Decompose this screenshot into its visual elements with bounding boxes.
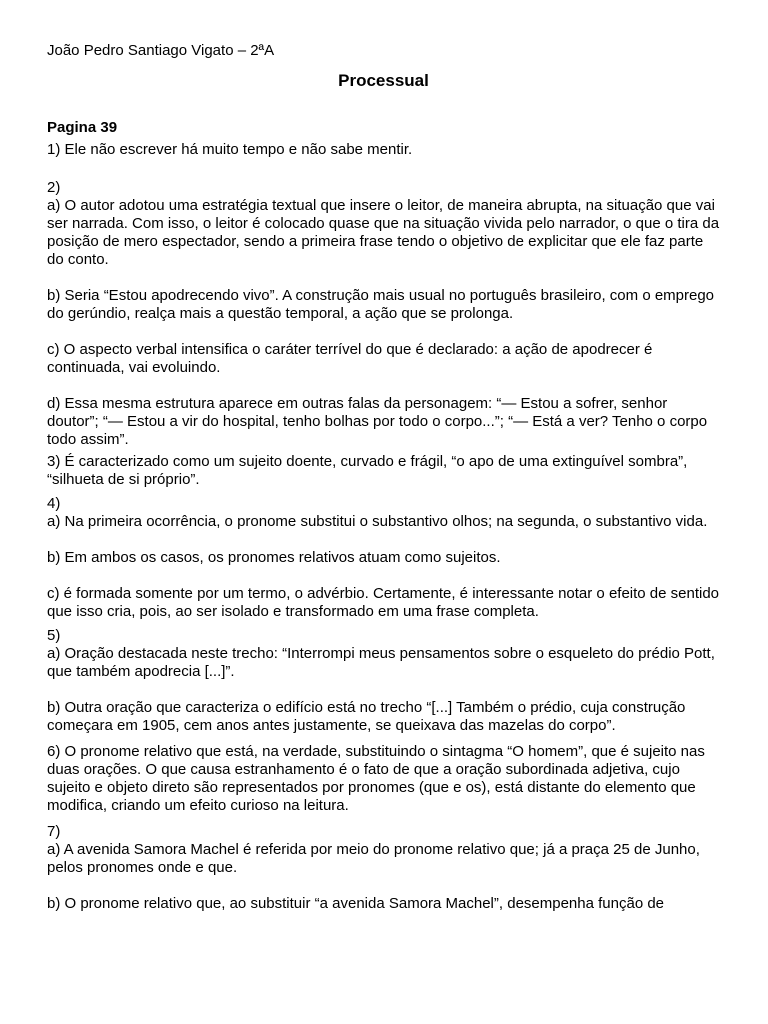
answer-2a: a) O autor adotou uma estratégia textual que insere o leitor, de maneira abrupta, na situação que vai ser narrada. Com isso, o leitor é colocado quase que na situação vivida pelo narrador, o que o tira da posição de mero espectador, sendo a primeira frase tendo o objetivo de explicitar que ele faz parte do conto. xyxy=(47,197,720,268)
document-title: Processual xyxy=(338,71,429,90)
answer-4c: c) é formada somente por um termo, o advérbio. Certamente, é interessante notar o efeito de sentido que isso cria, pois, ao ser isolado e transformado em uma frase completa. xyxy=(47,585,720,620)
answer-7b: b) O pronome relativo que, ao substituir “a avenida Samora Machel”, desempenha função de xyxy=(47,895,665,912)
answer-2d: d) Essa mesma estrutura aparece em outras falas da personagem: “— Estou a sofrer, senhor doutor”; “— Estou a vir do hospital, tenho bolhas por todo o corpo...”; “— Está a ver? Tenho o corpo todo assim”. xyxy=(47,395,708,448)
answer-4b: b) Em ambos os casos, os pronomes relativos atuam como sujeitos. xyxy=(47,549,501,566)
question-2-number: 2) xyxy=(47,179,61,196)
section-heading: Pagina 39 xyxy=(47,119,118,136)
question-7-number: 7) xyxy=(47,823,61,840)
answer-2b: b) Seria “Estou apodrecendo vivo”. A construção mais usual no português brasileiro, com o emprego do gerúndio, realça mais a questão temporal, a ação que se prolonga. xyxy=(47,287,715,322)
answer-4a: a) Na primeira ocorrência, o pronome substitui o substantivo olhos; na segunda, o substantivo vida. xyxy=(47,513,708,530)
answer-1: 1) Ele não escrever há muito tempo e não sabe mentir. xyxy=(47,141,413,158)
question-4-number: 4) xyxy=(47,495,61,512)
author-line: João Pedro Santiago Vigato – 2ªA xyxy=(47,42,275,59)
answer-5b: b) Outra oração que caracteriza o edifício está no trecho “[...] Também o prédio, cuja construção começara em 1905, cem anos antes justamente, se queixava das mazelas do corpo”. xyxy=(47,699,686,734)
answer-3: 3) É caracterizado como um sujeito doente, curvado e frágil, “o apo de uma extinguível sombra”, “silhueta de si próprio”. xyxy=(47,453,688,488)
answer-5a: a) Oração destacada neste trecho: “Interrompi meus pensamentos sobre o esqueleto do prédio Pott, que também apodrecia [...]”. xyxy=(47,645,715,680)
question-5-number: 5) xyxy=(47,627,61,644)
answer-6: 6) O pronome relativo que está, na verdade, substituindo o sintagma “O homem”, que é sujeito nas duas orações. O que causa estranhamento é o fato de que a oração subordinada adjetiva, cujo sujeito e objeto direto são representados por pronomes (que e os), está distante do elemento que modifica, criando um efeito curioso na leitura. xyxy=(47,743,705,814)
answer-7a: a) A avenida Samora Machel é referida por meio do pronome relativo que; já a praça 25 de Junho, pelos pronomes onde e que. xyxy=(47,841,700,876)
answer-2c: c) O aspecto verbal intensifica o caráter terrível do que é declarado: a ação de apodrecer é continuada, vai evoluindo. xyxy=(47,341,653,376)
